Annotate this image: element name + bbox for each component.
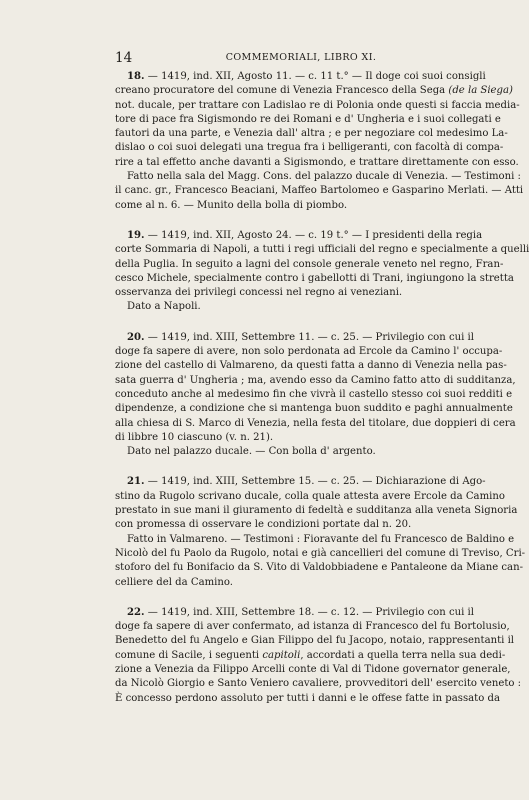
entry-number: 18. [127,71,145,82]
entry-line: Fatto in Valmareno. — Testimoni : Fioravante del fu Francesco de Baldino e [127,533,515,545]
entry-line: rire a tal effetto anche davanti a Sigismondo, e trattare direttamente con esso. [115,156,519,168]
entry-number: 22. [127,606,145,618]
page-number: 14 [115,50,133,66]
entry-line: 22. — 1419, ind. XIII, Settembre 18. — c. 12. — Privilegio con cui il [127,606,474,618]
entry-22 [115,606,522,706]
entry-line: 19. — 1419, ind. XII, Agosto 24. — c. 19 t.° — I presidenti della regia [127,229,483,241]
running-title: COMMEMORIALI, LIBRO XI. [225,52,377,63]
entry-line: È concesso perdono assoluto per tutti i danni e le offese fatte in passato da [115,692,500,704]
entry-line: 21. — 1419, ind. XIII, Settembre 15. — c. 25. — Dichiarazione di Ago- [127,476,486,488]
entry-line: fautori da una parte, e Venezia dall' altra ; e per negoziare col medesimo La- [115,128,508,140]
entry-line: Fatto nella sala del Magg. Cons. del palazzo ducale di Venezia. — Testimoni : [127,171,521,183]
italic-word: capitoli [262,649,301,661]
entry-line: osservanza dei privilegi concessi nel regno ai veneziani. [115,287,403,299]
entry-19 [115,229,529,315]
entry-line: 20. — 1419, ind. XIII, Settembre 11. — c. 25. — Privilegio con cui il [127,331,474,343]
entry-line: alla chiesa di S. Marco di Venezia, nella festa del titolare, due doppieri di cera [115,417,516,429]
entry-line: Dato a Napoli. [127,301,201,313]
entry-line: comune di Sacile, i seguenti capitoli, accordati a quella terra nella sua dedi- [115,649,506,661]
entry-line: conceduto anche al medesimo fin che vivrà il castello stesso coi suoi redditi e [115,388,513,400]
entry-line: dipendenze, a condizione che si mantenga buon suddito e paghi annualmente [115,403,513,415]
entry-line: prestato in sue mani il giuramento di fedeltà e sudditanza alla veneta Signoria [115,505,518,517]
entry-line: not. ducale, per trattare con Ladislao re di Polonia onde questi si faccia media- [115,99,520,111]
entry-line: il canc. gr., Francesco Beaciani, Maffeo Bartolomeo e Gasparino Merlati. — Atti [115,185,524,197]
entry-line: della Puglia. In seguito a lagni del console generale veneto nel regno, Fran- [115,258,504,270]
entry-20 [115,331,516,460]
entry-line: da Nicolò Giorgio e Santo Veniero cavaliere, provveditori dell' esercito veneto : [115,678,522,690]
entry-line: corte Sommaria di Napoli, a tutti i regi ufficiali del regno e specialmente a quelli [115,244,529,256]
entry-number: 19. [127,229,145,241]
entry-21 [115,475,526,589]
entry-line: doge fa sapere di avere, non solo perdonata ad Ercole da Camino l' occupa- [115,346,503,358]
entry-line: stino da Rugolo scrivano ducale, colla quale attesta avere Ercole da Camino [115,490,505,502]
entry-line: 18. — 1419, ind. XII, Agosto 11. — c. 11 t.° — Il doge coi suoi consigli [127,71,486,82]
entry-line: celliere del da Camino. [115,576,234,588]
entry-line: tore di pace fra Sigismondo re dei Romani e d' Ungheria e i suoi collegati e [115,113,501,125]
entry-line: come al n. 6. — Munito della bolla di piombo. [115,199,348,211]
entry-line: Benedetto del fu Angelo e Gian Filippo del fu Jacopo, notaio, rappresentanti il [115,635,515,647]
entry-line: stoforo del fu Bonifacio da S. Vito di Valdobbiadene e Pantaleone da Miane can- [115,562,523,574]
entry-line: dislao o coi suoi delegati una tregua fra i belligeranti, con facoltà di compa- [115,142,504,154]
entry-line: Dato nel palazzo ducale. — Con bolla d' argento. [127,446,376,458]
page-header [115,50,487,66]
italic-name: (de la Siega) [445,85,513,97]
entry-line: sata guerra d' Ungheria ; ma, avendo esso da Camino fatto atto di sudditanza, [115,374,516,386]
entry-line: di libbre 10 ciascuno (v. n. 21). [115,431,274,443]
entry-line: cesco Michele, specialmente contro i gabellotti di Trani, ingiungono la stretta [115,272,514,284]
entry-line: zione del castello di Valmareno, da questi fatta a danno di Venezia nella pas- [115,360,507,372]
entry-18 [115,70,524,213]
entry-line: Nicolò del fu Paolo da Rugolo, notai e già cancellieri del comune di Treviso, Cri- [115,547,526,559]
entry-number: 21. [127,476,145,488]
entry-line: con promessa di osservare le condizioni portate dal n. 20. [115,519,412,531]
entry-line: doge fa sapere di aver confermato, ad istanza di Francesco del fu Bortolusio, [115,621,510,633]
document-body [115,70,529,722]
entry-line: creano procuratore del comune di Venezia Francesco della Sega (de la Siega) [115,85,513,97]
entry-line: zione a Venezia da Filippo Arcelli conte di Val di Tidone governator generale, [115,663,511,675]
entry-number: 20. [127,331,145,343]
